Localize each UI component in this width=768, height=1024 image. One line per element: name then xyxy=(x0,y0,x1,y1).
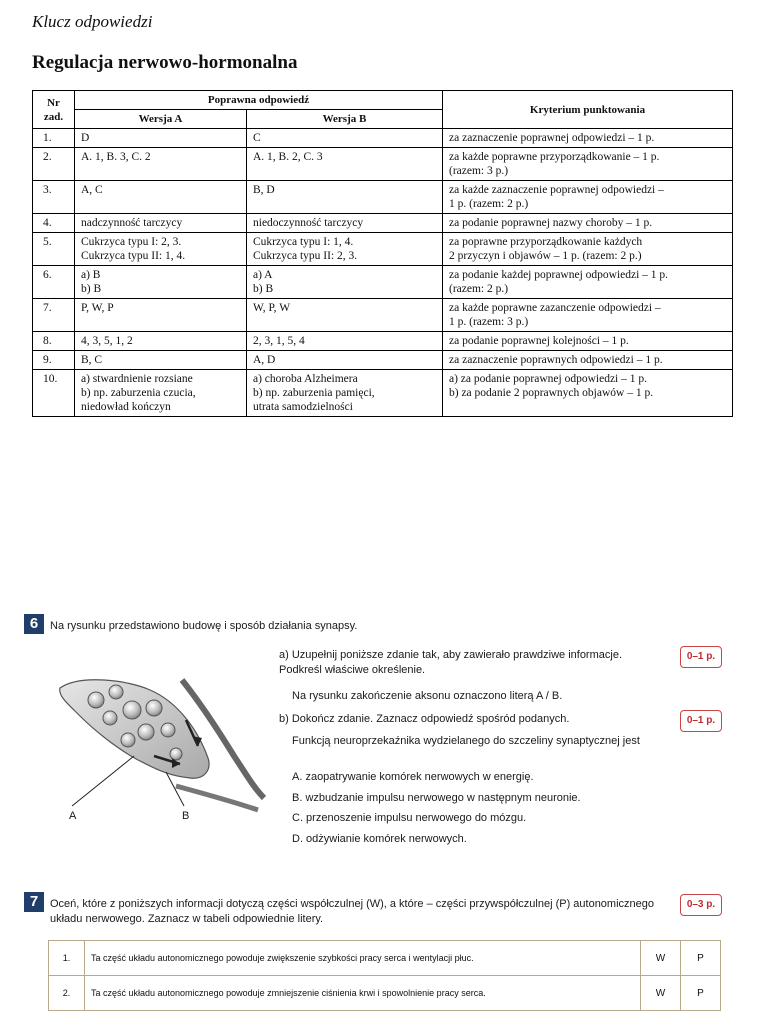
task-7-row-number: 1. xyxy=(49,941,85,976)
cell-version-a: Cukrzyca typu I: 2, 3. Cukrzyca typu II: 1, 4. xyxy=(75,233,247,266)
label-a-pointer xyxy=(72,756,134,806)
figure-label-a: A xyxy=(69,810,77,822)
cell-version-a: nadczynność tarczycy xyxy=(75,214,247,233)
cell-criterion: za podanie każdej poprawnej odpowiedzi – 1 p. (razem: 2 p.) xyxy=(443,266,733,299)
figure-label-b: B xyxy=(182,810,190,822)
cell-nr: 9. xyxy=(33,351,75,370)
cell-nr: 7. xyxy=(33,299,75,332)
cell-version-a: 4, 3, 5, 1, 2 xyxy=(75,332,247,351)
header-version-b: Wersja B xyxy=(247,110,443,129)
cell-nr: 3. xyxy=(33,181,75,214)
cell-version-a: A. 1, B. 3, C. 2 xyxy=(75,148,247,181)
synapse-illustration xyxy=(58,660,268,830)
cell-version-b: a) A b) B xyxy=(247,266,443,299)
section-title: Regulacja nerwowo-hormonalna xyxy=(32,52,298,73)
task-7-table xyxy=(48,940,721,1011)
cell-nr: 4. xyxy=(33,214,75,233)
task-6a-text: a) Uzupełnij poniższe zdanie tak, aby zawierało prawdziwe informacje. Podkreśl właściwe określenie. xyxy=(279,649,622,676)
cell-version-a: D xyxy=(75,129,247,148)
task-7-text: Oceń, które z poniższych informacji dotyczą części współczulnej (W), a które – części przywspółczulnej (P) autonomicznego układu nerwowego. Zaznacz w tabeli odpowiednie litery. xyxy=(50,898,655,925)
task-7-row xyxy=(49,941,721,976)
cell-version-b: A. 1, B. 2, C. 3 xyxy=(247,148,443,181)
task-6b-option-c[interactable]: C. przenoszenie impulsu nerwowego do mózgu. xyxy=(292,812,527,824)
cell-nr: 6. xyxy=(33,266,75,299)
header-version-a: Wersja A xyxy=(75,110,247,129)
cell-version-a: B, C xyxy=(75,351,247,370)
cell-nr: 5. xyxy=(33,233,75,266)
axon-terminal-shape xyxy=(60,680,209,778)
task-6a-sentence: Na rysunku zakończenie aksonu oznaczono literą A / B. xyxy=(292,690,563,702)
cell-criterion: za każde zaznaczenie poprawnej odpowiedzi – 1 p. (razem: 2 p.) xyxy=(443,181,733,214)
task-6b-points-badge: 0–1 p. xyxy=(680,710,722,732)
cell-version-a: A, C xyxy=(75,181,247,214)
header-correct-answer: Poprawna odpowiedź xyxy=(75,91,443,110)
cell-nr: 10. xyxy=(33,370,75,417)
header-title: Klucz odpowiedzi xyxy=(32,12,153,31)
cell-criterion: a) za podanie poprawnej odpowiedzi – 1 p. b) za podanie 2 poprawnych objawów – 1 p. xyxy=(443,370,733,417)
answer-row xyxy=(33,181,733,214)
cell-version-b: a) choroba Alzheimera b) np. zaburzenia pamięci, utrata samodzielności xyxy=(247,370,443,417)
task-7-points-badge: 0–3 p. xyxy=(680,894,722,916)
cell-version-b: niedoczynność tarczycy xyxy=(247,214,443,233)
cell-criterion: za każde poprawne przyporządkowanie – 1 p. (razem: 3 p.) xyxy=(443,148,733,181)
answer-row xyxy=(33,214,733,233)
cell-criterion: za podanie poprawnej nazwy choroby – 1 p. xyxy=(443,214,733,233)
answer-row xyxy=(33,129,733,148)
cell-version-a: a) B b) B xyxy=(75,266,247,299)
header-criterion: Kryterium punktowania xyxy=(443,91,733,129)
cell-nr: 2. xyxy=(33,148,75,181)
task-7-choice-p[interactable]: P xyxy=(681,941,721,976)
task-6b-option-d[interactable]: D. odżywianie komórek nerwowych. xyxy=(292,833,467,845)
task-7-choice-w[interactable]: W xyxy=(641,941,681,976)
task-6b-option-b[interactable]: B. wzbudzanie impulsu nerwowego w następnym neuronie. xyxy=(292,792,581,804)
cell-criterion: za podanie poprawnej kolejności – 1 p. xyxy=(443,332,733,351)
task-7-row-number: 2. xyxy=(49,976,85,1011)
cell-nr: 1. xyxy=(33,129,75,148)
task-6-number-badge: 6 xyxy=(24,614,44,634)
cell-version-b: W, P, W xyxy=(247,299,443,332)
cell-version-b: A, D xyxy=(247,351,443,370)
answer-row xyxy=(33,233,733,266)
cell-version-a: a) stwardnienie rozsiane b) np. zaburzenia czucia, niedowład kończyn xyxy=(75,370,247,417)
answer-row xyxy=(33,148,733,181)
answer-key-table xyxy=(32,90,733,417)
answer-row xyxy=(33,332,733,351)
cell-version-a: P, W, P xyxy=(75,299,247,332)
header-nr: Nr zad. xyxy=(33,91,75,129)
cell-version-b: 2, 3, 1, 5, 4 xyxy=(247,332,443,351)
cell-version-b: B, D xyxy=(247,181,443,214)
cell-criterion: za każde poprawne zazanczenie odpowiedzi – 1 p. (razem: 3 p.) xyxy=(443,299,733,332)
task-6b-option-a[interactable]: A. zaopatrywanie komórek nerwowych w energię. xyxy=(292,771,534,783)
cell-version-b: Cukrzyca typu I: 1, 4. Cukrzyca typu II: 2, 3. xyxy=(247,233,443,266)
cell-version-b: C xyxy=(247,129,443,148)
task-6-intro: Na rysunku przedstawiono budowę i sposób działania synapsy. xyxy=(50,620,358,632)
cell-criterion: za zaznaczenie poprawnych odpowiedzi – 1 p. xyxy=(443,351,733,370)
task-6b-stem: Funkcją neuroprzekaźnika wydzielanego do szczeliny synaptycznej jest xyxy=(292,735,640,747)
cell-criterion: za zaznaczenie poprawnej odpowiedzi – 1 p. xyxy=(443,129,733,148)
task-6b-text: b) Dokończ zdanie. Zaznacz odpowiedź spośród podanych. xyxy=(279,713,570,725)
task-7-choice-w[interactable]: W xyxy=(641,976,681,1011)
task-7-number-badge: 7 xyxy=(24,892,44,912)
task-7-row xyxy=(49,976,721,1011)
answer-row xyxy=(33,351,733,370)
task-7-choice-p[interactable]: P xyxy=(681,976,721,1011)
answer-row xyxy=(33,266,733,299)
cell-nr: 8. xyxy=(33,332,75,351)
task-6a-points-badge: 0–1 p. xyxy=(680,646,722,668)
answer-row xyxy=(33,299,733,332)
cell-criterion: za poprawne przyporządkowanie każdych 2 przyczyn i objawów – 1 p. (razem: 2 p.) xyxy=(443,233,733,266)
answer-row xyxy=(33,370,733,417)
task-7-row-statement: Ta część układu autonomicznego powoduje zwiększenie szybkości pracy serca i wentylacji płuc. xyxy=(85,941,641,976)
task-7-row-statement: Ta część układu autonomicznego powoduje zmniejszenie ciśnienia krwi i spowolnienie pracy serca. xyxy=(85,976,641,1011)
